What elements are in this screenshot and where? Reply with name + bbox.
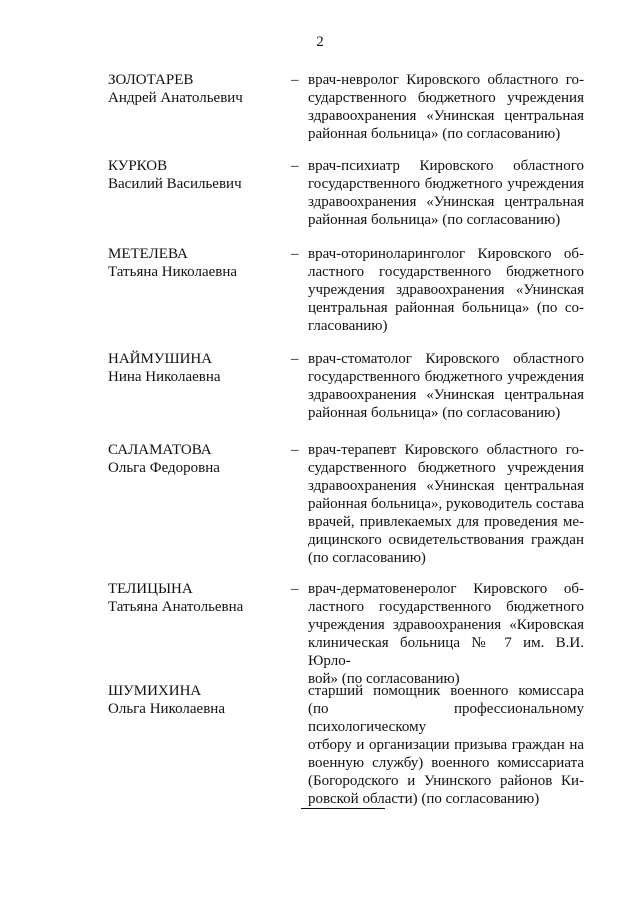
member-position — [308, 682, 584, 808]
member-surname: МЕТЕЛЕВА — [108, 246, 188, 262]
position-line: учреждения здравоохранения «Унинская — [308, 282, 584, 298]
position-line: сударственного бюджетного учреждения — [308, 90, 584, 106]
position-line: сударственного бюджетного учреждения — [308, 460, 584, 476]
member-given-names: Татьяна Николаевна — [108, 264, 238, 280]
member-given-names: Ольга Николаевна — [108, 701, 225, 717]
position-line: отбору и организации призыва граждан на — [308, 737, 584, 753]
member-given-names: Татьяна Анатольевна — [108, 599, 244, 615]
dash: – — [291, 246, 299, 262]
end-divider — [301, 808, 385, 809]
position-line: (по профессиональному психологическому — [308, 701, 584, 735]
position-line: здравоохранения «Унинская центральная — [308, 194, 584, 210]
page-number: 2 — [316, 34, 324, 50]
member-position — [308, 580, 584, 688]
position-line: центральная районная больница» (по со- — [308, 300, 584, 316]
member-surname: КУРКОВ — [108, 158, 168, 174]
position-line: районная больница» (по согласованию) — [308, 405, 561, 421]
member-surname: ТЕЛИЦЫНА — [108, 581, 193, 597]
position-line: здравоохранения «Унинская центральная — [308, 108, 584, 124]
position-line: врач-терапевт Кировского областного го- — [308, 442, 584, 458]
member-surname: ЗОЛОТАРЕВ — [108, 72, 194, 88]
position-line: врач-психиатр Кировского областного — [308, 158, 584, 174]
position-line: врач-дерматовенеролог Кировского об- — [308, 581, 584, 597]
dash: – — [291, 442, 299, 458]
dash: – — [291, 158, 299, 174]
position-line: (Богородского и Унинского районов Ки- — [308, 773, 584, 789]
position-line: здравоохранения «Унинская центральная — [308, 387, 584, 403]
dash: – — [291, 581, 299, 597]
member-position — [308, 71, 584, 143]
position-line: ровской области) (по согласованию) — [308, 791, 540, 807]
member-given-names: Василий Васильевич — [108, 176, 242, 192]
position-line: гласованию) — [308, 318, 388, 334]
member-surname: САЛАМАТОВА — [108, 442, 212, 458]
position-line: районная больница» (по согласованию) — [308, 212, 561, 228]
position-line: ластного государственного бюджетного — [308, 599, 584, 615]
position-line: учреждения здравоохранения «Кировская — [308, 617, 584, 633]
position-line: дицинского освидетельствования граждан — [308, 532, 584, 548]
dash: – — [291, 72, 299, 88]
member-surname: ШУМИХИНА — [108, 683, 202, 699]
position-line: районная больница», руководитель состава — [308, 496, 584, 512]
position-line: вой» (по согласованию) — [308, 671, 460, 687]
member-surname: НАЙМУШИНА — [108, 351, 213, 367]
position-line: врач-стоматолог Кировского областного — [308, 351, 584, 367]
position-line: старший помощник военного комиссара — [308, 683, 584, 699]
position-line: здравоохранения «Унинская центральная — [308, 478, 584, 494]
member-position — [308, 441, 584, 567]
position-line: военную службу) военного комиссариата — [308, 755, 584, 771]
position-line: клиническая больница № 7 им. В.И. Юрло- — [308, 635, 584, 669]
member-position — [308, 245, 584, 335]
member-given-names: Нина Николаевна — [108, 369, 221, 385]
position-line: государственного бюджетного учреждения — [308, 369, 584, 385]
position-line: ластного государственного бюджетного — [308, 264, 584, 280]
member-given-names: Андрей Анатольевич — [108, 90, 243, 106]
position-line: врач-оториноларинголог Кировского об- — [308, 246, 584, 262]
position-line: (по согласованию) — [308, 550, 426, 566]
position-line: государственного бюджетного учреждения — [308, 176, 584, 192]
position-line: районная больница» (по согласованию) — [308, 126, 561, 142]
member-position — [308, 350, 584, 422]
dash: – — [291, 351, 299, 367]
member-position — [308, 157, 584, 229]
position-line: врачей, привлекаемых для проведения ме- — [308, 514, 584, 530]
position-line: врач-невролог Кировского областного го- — [308, 72, 584, 88]
member-given-names: Ольга Федоровна — [108, 460, 220, 476]
